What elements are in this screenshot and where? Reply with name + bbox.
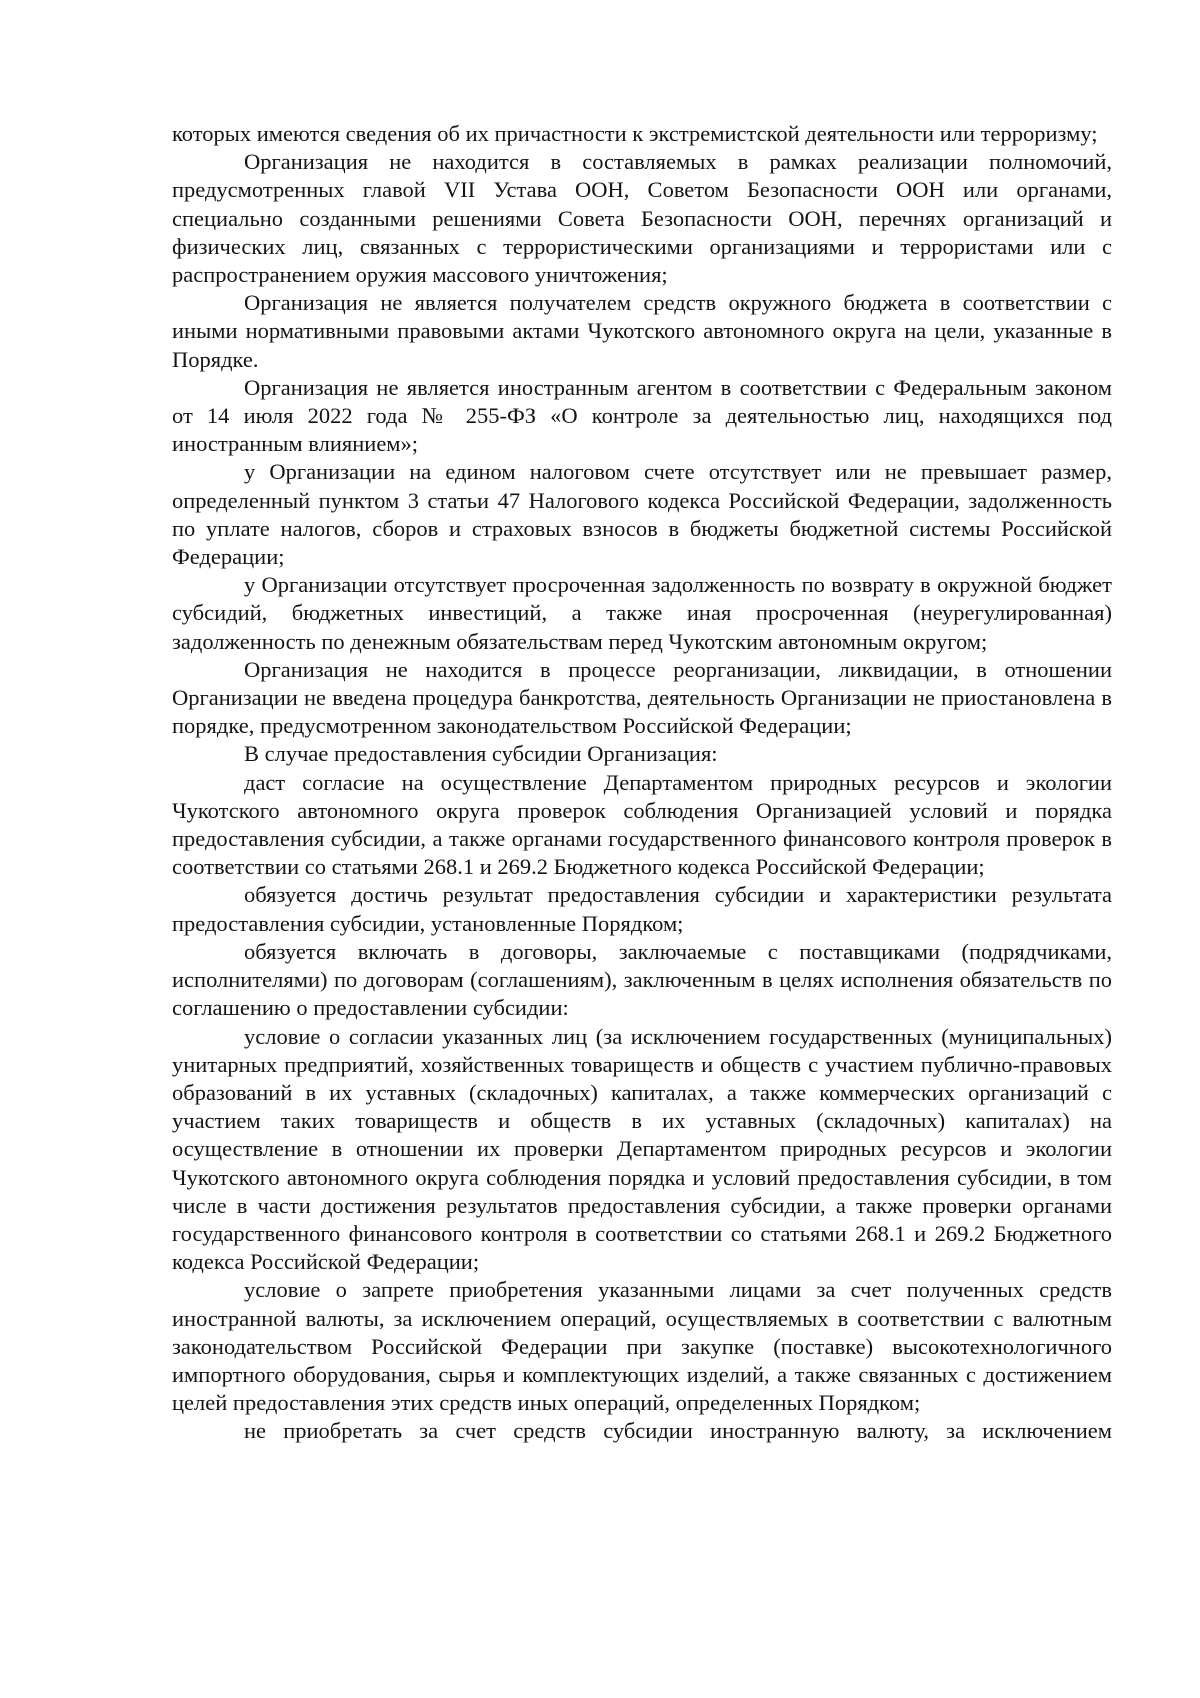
paragraph-currency-ban-condition: условие о запрете приобретения указанными лицами за счет полученных средств иностранной валюты, за исключением операций, осуществляемых в соответствии с валютным законодательством Российской Федерации при закупке (поставке) высокотехнологичного импортного оборудования, сырья и комплектующих изделий, а также связанных с достижением целей предоставления этих средств иных операций, определенных Порядком; <box>172 1277 1112 1416</box>
paragraph-include-in-contracts: обязуется включать в договоры, заключаемые с поставщиками (подрядчиками, исполнителями) по договорам (соглашениям), заключенным в целях исполнения обязательств по соглашению о предоставлении субсидии: <box>172 938 1112 1021</box>
document-body <box>172 120 1112 1446</box>
paragraph-foreign-agent: Организация не является иностранным агентом в соответствии с Федеральным законом от 14 июля 2022 года № 255-ФЗ «О контроле за деятельностью лиц, находящихся под иностранным влиянием»; <box>172 374 1112 457</box>
paragraph-continuation: которых имеются сведения об их причастности к экстремистской деятельности или терроризму; <box>172 121 1098 146</box>
paragraph-achieve-result: обязуется достичь результат предоставления субсидии и характеристики результата предоставления субсидии, установленные Порядком; <box>172 882 1112 936</box>
paragraph-budget-recipient: Организация не является получателем средств окружного бюджета в соответствии с иными нормативными правовыми актами Чукотского автономного округа на цели, указанные в Порядке. <box>172 290 1112 372</box>
paragraph-consent-condition: условие о согласии указанных лиц (за исключением государственных (муниципальных) унитарных предприятий, хозяйственных товариществ и обществ с участием публично-правовых образований в их уставных (складочных) капиталах, а также коммерческих организаций с участием таких товариществ и обществ в их уставных (складочных) капиталах) на осуществление в отношении их проверки Департаментом природных ресурсов и экологии Чукотского автономного округа соблюдения порядка и условий предоставления субсидии, в том числе в части достижения результатов предоставления субсидии, а также проверки органами государственного финансового контроля в соответствии со статьями 268.1 и 269.2 Бюджетного кодекса Российской Федерации; <box>172 1023 1112 1275</box>
paragraph-reorganization: Организация не находится в процессе реорганизации, ликвидации, в отношении Организации не введена процедура банкротства, деятельность Организации не приостановлена в порядке, предусмотренном законодательством Российской Федерации; <box>172 656 1112 739</box>
paragraph-tax-debt: у Организации на едином налоговом счете отсутствует или не превышает размер, определенный пунктом 3 статьи 47 Налогового кодекса Российской Федерации, задолженность по уплате налогов, сборов и страховых взносов в бюджеты бюджетной системы Российской Федерации; <box>172 459 1112 570</box>
paragraph-no-currency-purchase: не приобретать за счет средств субсидии иностранную валюту, за исключением <box>244 1418 1112 1444</box>
paragraph-subsidy-case: В случае предоставления субсидии Организация: <box>244 741 718 767</box>
paragraph-consent-inspections: даст согласие на осуществление Департаментом природных ресурсов и экологии Чукотского автономного округа проверок соблюдения Организацией условий и порядка предоставления субсидии, а также органами государственного финансового контроля проверок в соответствии со статьями 268.1 и 269.2 Бюджетного кодекса Российской Федерации; <box>172 769 1112 880</box>
paragraph-overdue-debt: у Организации отсутствует просроченная задолженность по возврату в окружной бюджет субсидий, бюджетных инвестиций, а также иная просроченная (неурегулированная) задолженность по денежным обязательствам перед Чукотским автономным округом; <box>172 572 1112 654</box>
paragraph-un-sanctions-list: Организация не находится в составляемых в рамках реализации полномочий, предусмотренных главой VII Устава ООН, Советом Безопасности ООН или органами, специально созданными решениями Совета Безопасности ООН, перечнях организаций и физических лиц, связанных с террористическими организациями и террористами или с распространением оружия массового уничтожения; <box>172 149 1112 288</box>
